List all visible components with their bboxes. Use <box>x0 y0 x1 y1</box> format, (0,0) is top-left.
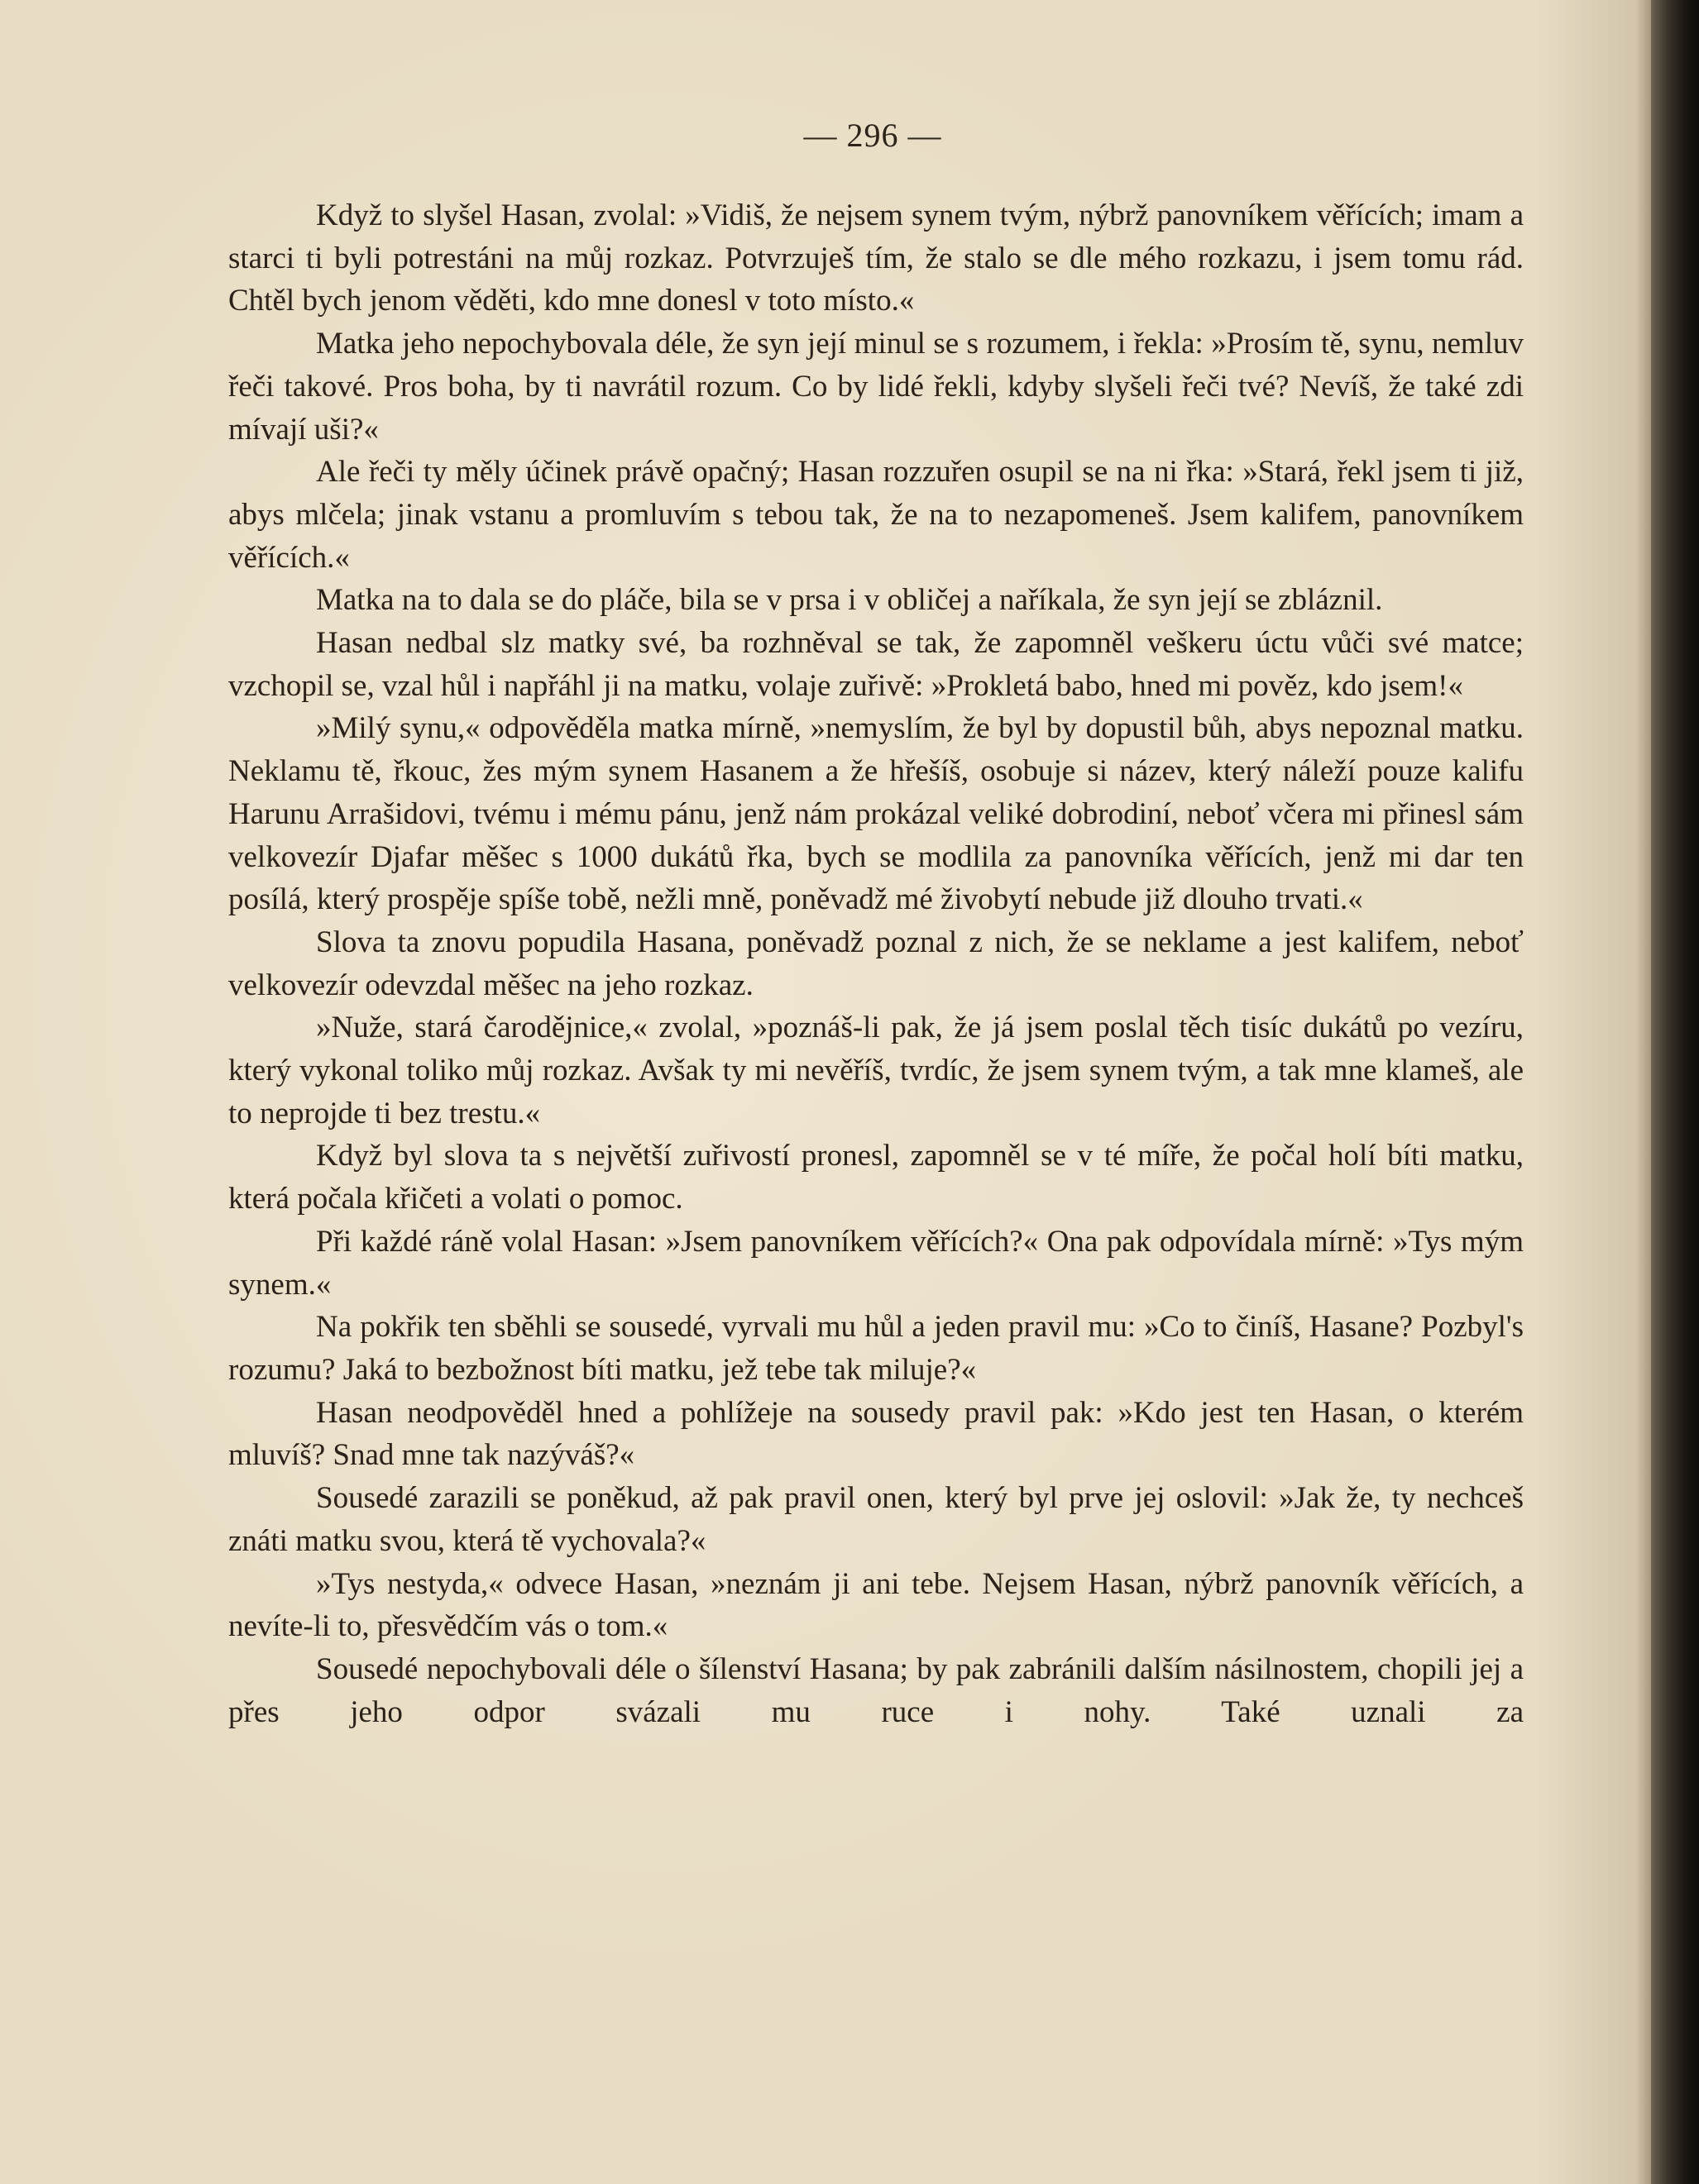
page-gutter-shadow <box>1636 0 1651 2184</box>
paragraph: Matka jeho nepochybovala déle, že syn její minul se s rozumem, i řekla: »Prosím tě, synu, nemluv řeči takové. Pros boha, by ti navrátil rozum. Co by lidé řekli, kdyby slyšeli řeči tvé? Nevíš, že také zdi mívají uši?« <box>228 327 1524 447</box>
paragraph: Sousedé nepochybovali déle o šílenství Hasana; by pak zabránili dalším násilnostem, chopili jej a přes jeho odpor svázali mu ruce i nohy. Také uznali za <box>228 1651 1524 1729</box>
paragraph: Matka na to dala se do pláče, bila se v prsa i v obličej a naříkala, že syn její se zbláznil. <box>316 583 1383 618</box>
page-number: — 296 — <box>803 117 942 154</box>
paragraph: Při každé ráně volal Hasan: »Jsem panovníkem věřících?« Ona pak odpovídala mírně: »Tys mým synem.« <box>228 1224 1524 1302</box>
paragraph: Hasan neodpověděl hned a pohlížeje na sousedy pravil pak: »Kdo jest ten Hasan, o kterém mluvíš? Snad mne tak nazýváš?« <box>228 1395 1524 1473</box>
paragraph: Hasan nedbal slz matky své, ba rozhněval se tak, že zapomněl veškeru úctu vůči své matce; vzchopil se, vzal hůl i napřáhl ji na matku, volaje zuřivě: »Prokletá babo, hned mi pověz, kdo jsem!« <box>228 626 1524 703</box>
paragraph: »Tys nestyda,« odvece Hasan, »neznám ji ani tebe. Nejsem Hasan, nýbrž panovník věřících, a nevíte-li to, přesvědčím vás o tom.« <box>228 1566 1524 1644</box>
book-binding-edge <box>1651 0 1699 2184</box>
body-text <box>228 194 1524 1733</box>
paragraph: Ale řeči ty měly účinek právě opačný; Hasan rozzuřen osupil se na ni řka: »Stará, řekl jsem ti již, abys mlčela; jinak vstanu a promluvím s tebou tak, že na to nezapomeneš. Jsem kalifem, panovníkem věřících.« <box>228 455 1524 575</box>
paragraph: Sousedé zarazili se poněkud, až pak pravil onen, který byl prve jej oslovil: »Jak že, ty nechceš znáti matku svou, která tě vychovala?« <box>228 1481 1524 1558</box>
paragraph: »Milý synu,« odpověděla matka mírně, »nemyslím, že byl by dopustil bůh, abys nepoznal matku. Neklamu tě, řkouc, žes mým synem Hasanem a že hřešíš, osobuje si název, který náleží pouze kalifu Harunu Arrašidovi, tvému i mému pánu, jenž nám prokázal veliké dobrodiní, neboť včera mi přinesl sám velkovezír Djafar měšec s 1000 dukátů řka, bych se modlila za panovníka věřících, jenž mi dar ten posílá, který prospěje spíše tobě, nežli mně, poněvadž mé živobytí nebude již dlouho trvati.« <box>228 711 1524 917</box>
paragraph: Když byl slova ta s největší zuřivostí pronesl, zapomněl se v té míře, že počal holí bíti matku, která počala křičeti a volati o pomoc. <box>228 1139 1524 1216</box>
paragraph: Když to slyšel Hasan, zvolal: »Vidiš, že nejsem synem tvým, nýbrž panovníkem věřících; imam a starci ti byli potrestáni na můj rozkaz. Potvrzuješ tím, že stalo se dle mého rozkazu, i jsem tomu rád. Chtěl bych jenom věděti, kdo mne donesl v toto místo.« <box>228 198 1524 318</box>
paragraph: Slova ta znovu popudila Hasana, poněvadž poznal z nich, že se neklame a jest kalifem, neboť velkovezír odevzdal měšec na jeho rozkaz. <box>228 925 1524 1002</box>
paragraph: »Nuže, stará čarodějnice,« zvolal, »poznáš-li pak, že já jsem poslal těch tisíc dukátů po vezíru, který vykonal toliko můj rozkaz. Avšak ty mi nevěříš, tvrdíc, že jsem synem tvým, a tak mne klameš, ale to neprojde ti bez trestu.« <box>228 1011 1524 1130</box>
paragraph: Na pokřik ten sběhli se sousedé, vyrvali mu hůl a jeden pravil mu: »Co to činíš, Hasane? Pozbyl's rozumu? Jaká to bezbožnost bíti matku, jež tebe tak miluje?« <box>228 1310 1524 1387</box>
